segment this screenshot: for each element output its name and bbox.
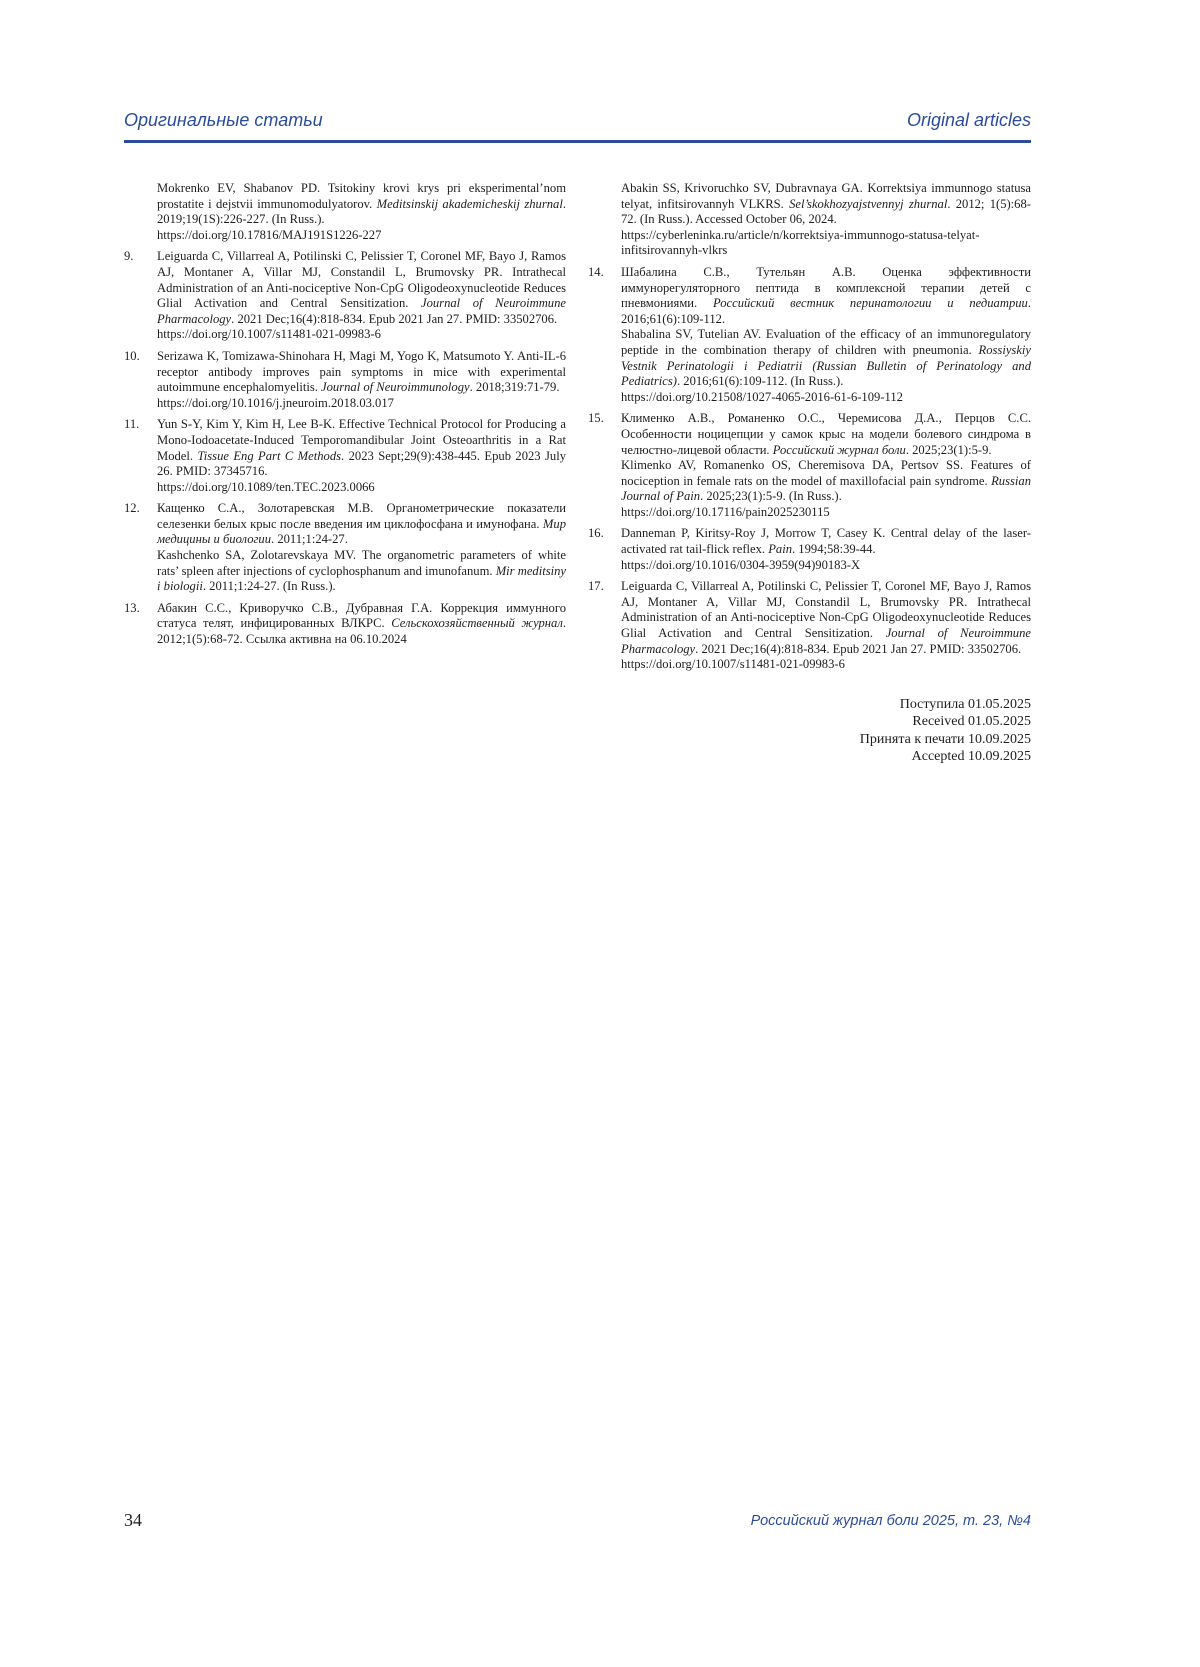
reference-segment: . 2011;1:24-27. (In Russ.). [202,579,336,594]
reference-segment: https://doi.org/10.21508/1027-4065-2016-61-6-109-112 [621,389,903,404]
reference-segment: https://doi.org/10.1016/j.jneuroim.2018.03.017 [157,395,394,410]
reference-segment: . 2021 Dec;16(4):818-834. Epub 2021 Jan 27. PMID: 33502706. [695,641,1022,656]
reference-segment: Mokrenko EV, Shabanov PD. Tsitokiny krovi krys pri eksperimental’nom prostatite i dejstvii immunomodulyatorov. [157,181,566,211]
reference-segment: . 2012;1(5):68-72. Ссылка активна на 06.10.2024 [157,616,567,647]
reference-segment: . 2019;19(1S):226-227. (In Russ.). [157,196,566,227]
reference-segment: . 2025;23(1):5-9. (In Russ.). [700,489,842,504]
reference-journal-title: Russian Journal of Pain [621,473,1031,504]
reference-item [588,181,1031,259]
reference-segment: https://doi.org/10.1007/s11481-021-09983-6 [157,327,381,342]
reference-journal-title: Российский журнал боли [772,442,906,457]
reference-number: 15. [588,411,604,426]
reference-item [124,181,566,243]
reference-text [621,265,1031,405]
reference-journal-title: Journal of Neuroimmune Pharmacology [621,626,1031,656]
reference-segment: Leiguarda C, Villarreal A, Potilinski C, Pelissier T, Coronel MF, Bayo J, Ramos AJ, Montaner A, Villar MJ, Constandil L, Brumovsky PR. Intrathecal Administration of an Anti-nociceptive Non-CpG Oligodeoxynucleotide Reduces Glial Activation and Central Sensitization. [157,249,566,311]
date-accepted-ru: Принята к печати 10.09.2025 [859,731,1031,747]
reference-segment: . 2025;23(1):5-9. [905,442,992,457]
reference-segment: Kashchenko SA, Zolotarevskaya MV. The organometric parameters of white rats’ spleen after injections of cyclophosphanum and imunofanum. [157,548,566,578]
reference-number: 16. [588,526,604,541]
reference-segment: Шабалина С.В., Тутельян А.В. Оценка эффективности иммунорегуляторного пептида в комплексной терапии детей с пневмониями. [621,264,1031,311]
reference-segment: . 2023 Sept;29(9):438-445. Epub 2023 July 26. PMID: 37345716. [157,448,566,479]
references-left-column [124,181,566,654]
reference-segment: Абакин С.С., Криворучко С.В., Дубравная Г.А. Коррекция иммунного статуса телят, инфицированных ВЛКРС. [157,600,566,631]
running-header [124,110,1031,143]
reference-item [588,579,1031,673]
reference-text [157,249,566,343]
reference-segment: https://doi.org/10.1007/s11481-021-09983-6 [621,657,845,672]
reference-text [157,181,566,243]
reference-journal-title: Journal of Neuroimmune Pharmacology [157,296,566,326]
reference-segment: . 2011;1:24-27. [271,532,348,547]
reference-journal-title: Journal of Neuroimmunology [321,380,470,395]
reference-segment: Abakin SS, Krivoruchko SV, Dubravnaya GA. Korrektsiya immunnogo statusa telyat, infitsirovannyh VLKRS. [621,181,1031,211]
reference-journal-title: Tissue Eng Part C Methods [197,448,342,463]
reference-text [157,601,566,648]
reference-segment: . 2012; 1(5):68-72. (In Russ.). Accessed October 06, 2024. [621,196,1031,227]
reference-item [124,349,566,411]
reference-segment: https://doi.org/10.1089/ten.TEC.2023.0066 [157,479,375,494]
reference-number: 13. [124,600,140,615]
reference-item [124,501,566,595]
reference-text [157,501,566,595]
reference-item [588,411,1031,520]
reference-journal-title: Mir meditsiny i biologii [157,563,566,594]
reference-item [124,249,566,343]
article-dates [860,696,1031,766]
reference-text [621,579,1031,673]
references-right-column [588,181,1031,679]
reference-journal-title: Rossiyskiy Vestnik Perinatologii i Pediatrii (Russian Bulletin of Perinatology and Pediatrics) [621,342,1031,389]
reference-segment: . 1994;58:39-44. [792,542,876,557]
reference-item [588,526,1031,573]
reference-journal-title: Мир медицины и биологии [157,516,566,547]
reference-text [621,181,1031,259]
header-section-en: Original articles [906,110,1031,130]
reference-segment: . 2018;319:71-79. [469,380,560,395]
date-received-en: Received 01.05.2025 [912,714,1031,730]
reference-segment: Клименко А.В., Романенко О.С., Черемисова Д.А., Перцов С.С. Особенности ноцицепции у самок крыс на модели болевого синдрома в челюстно-лицевой области. [621,411,1031,457]
reference-item [588,265,1031,405]
reference-item [124,417,566,495]
reference-segment: Yun S-Y, Kim Y, Kim H, Lee B-K. Effective Technical Protocol for Producing a Mono-Iodoacetate-Induced Temporomandibular Joint Osteoarthritis in a Rat Model. [157,417,566,463]
reference-item [124,601,566,648]
reference-segment: Danneman P, Kiritsy-Roy J, Morrow T, Casey K. Central delay of the laser-activated rat tail-flick reflex. [621,526,1031,557]
reference-segment: https://doi.org/10.1016/0304-3959(94)90183-X [621,557,861,572]
reference-segment: Serizawa K, Tomizawa-Shinohara H, Magi M, Yogo K, Matsumoto Y. Anti-IL-6 receptor antibody improves pain symptoms in mice with experimental autoimmune encephalomyelitis. [157,348,566,395]
reference-segment: https://doi.org/10.17116/pain2025230115 [621,504,830,519]
reference-segment: . 2016;61(6):109-112. (In Russ.). [676,374,844,389]
reference-number: 9. [124,249,134,264]
reference-text [157,349,566,411]
reference-number: 14. [588,264,604,279]
reference-number: 12. [124,501,140,516]
reference-segment: . 2021 Dec;16(4):818-834. Epub 2021 Jan 27. PMID: 33502706. [231,311,558,326]
reference-segment: Leiguarda C, Villarreal A, Potilinski C, Pelissier T, Coronel MF, Bayo J, Ramos AJ, Montaner A, Villar MJ, Constandil L, Brumovsky PR. Intrathecal Administration of an Anti-nociceptive Non-CpG Oligodeoxynucleotide Reduces Glial Activation and Central Sensitization. [621,579,1031,641]
reference-journal-title: Сельскохозяйственный журнал [391,616,563,631]
reference-number: 10. [124,348,140,363]
reference-segment: . 2016;61(6):109-112. [621,296,1031,326]
reference-text [621,526,1031,573]
page-number: 34 [124,1510,142,1530]
header-section-ru: Оригинальные статьи [124,110,323,130]
reference-journal-title: Pain [768,542,792,557]
date-received-ru: Поступила 01.05.2025 [899,697,1031,712]
reference-segment: Shabalina SV, Tutelian AV. Evaluation of the efficacy of an immunoregulatory peptide in the combination therapy of children with pneumonia. [621,327,1031,357]
reference-number: 17. [588,579,604,594]
reference-text [621,411,1031,520]
reference-journal-title: Российский вестник перинатологии и педиатрии [712,296,1028,311]
date-accepted-en: Accepted 10.09.2025 [911,749,1031,765]
reference-segment: https://cyberleninka.ru/article/n/korrektsiya-immunnogo-statusa-telyat-infitsirovannyh-vlkrs [621,227,980,258]
reference-number: 11. [124,417,140,432]
reference-text [157,417,566,495]
reference-journal-title: Meditsinskij akademicheskij zhurnal [376,196,563,211]
reference-segment: Klimenko AV, Romanenko OS, Cheremisova DA, Pertsov SS. Features of nociception in female rats on the model of maxillofacial pain syndrome. [621,458,1031,488]
reference-segment: https://doi.org/10.17816/MAJ191S1226-227 [157,227,382,242]
reference-journal-title: Sel’skokhozyajstvennyj zhurnal [789,196,948,211]
journal-footer: Российский журнал боли 2025, т. 23, №4 [750,1513,1031,1529]
reference-segment: Кащенко С.А., Золотаревская М.В. Органометрические показатели селезенки белых крыс после введения им циклофосфана и имунофана. [157,501,566,531]
